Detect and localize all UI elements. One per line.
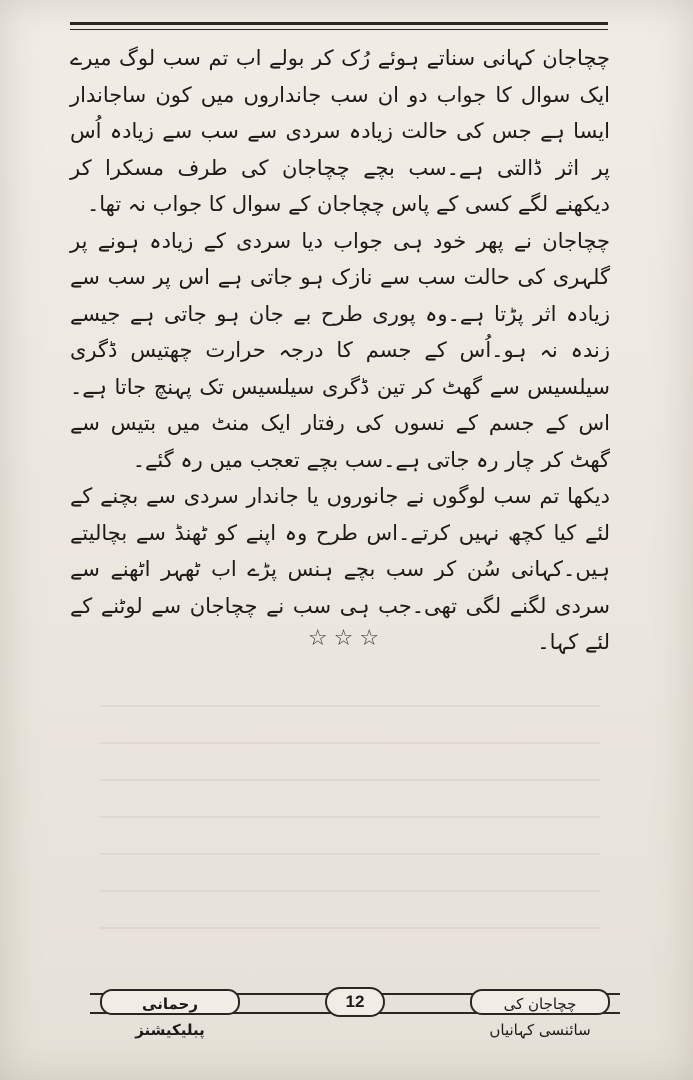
header-rule-thin: [70, 29, 608, 30]
series-title: چچاجان کی سائنسی کہانیاں: [470, 989, 610, 1015]
paragraph-1: چچاجان کہانی سناتے ہوئے رُک کر بولے اب تم سب لوگ میرے ایک سوال کا جواب دو ان سب جانداروں میں کون ساجاندار ایسا ہے جس کی حالت زیادہ سردی سے سب سے زیادہ اُس پر اثر ڈالتی ہے۔سب بچے چچاجان کی طرف مسکرا کر دیکھنے لگے کسی کے پاس چچاجان کے سوال کا جواب نہ تھا۔: [70, 46, 610, 216]
publisher-label: رحمانی پبلیکیشنز: [100, 989, 240, 1015]
page-footer: [90, 985, 620, 1039]
bleed-through-line: [100, 927, 600, 929]
header-rule: [70, 22, 608, 25]
page-number: 12: [325, 987, 385, 1017]
paragraph-3: دیکھا تم سب لوگوں نے جانوروں یا جاندار سردی سے بچنے کے لئے کیا کچھ نہیں کرتے۔اس طرح وہ اپنے کو ٹھنڈ سے بچالیتے ہیں۔کہانی سُن کر سب بچے ہنس پڑے اب ٹھہر اٹھنے سے سردی لگنے لگی تھی۔جب ہی سب نے چچاجان سے لوٹنے کے لئے کہا۔: [70, 484, 610, 654]
bleed-through-line: [100, 779, 600, 781]
bleed-through-line: [100, 742, 600, 744]
paragraph-2: چچاجان نے پھر خود ہی جواب دیا سردی کے زیادہ ہونے پر گلہری کی حالت سب سے نازک ہو جاتی ہے اس پر سب سے زیادہ اثر پڑتا ہے۔وہ پوری طرح بے جان ہو جاتی ہے جیسے زندہ نہ ہو۔اُس کے جسم کا درجہ حرارت چھتیس ڈگری سیلسیس سے گھٹ کر تین ڈگری سیلسیس تک پہنچ جاتا ہے۔اس کے جسم کے نسوں کی رفتار ایک منٹ میں بتیس سے گھٹ کر چار رہ جاتی ہے۔سب بچے تعجب میں رہ گئے۔: [70, 228, 610, 472]
section-divider-stars: ☆☆☆: [307, 626, 386, 651]
story-text: [70, 40, 610, 661]
bleed-through-line: [100, 853, 600, 855]
bleed-through-line: [100, 705, 600, 707]
bleed-through-line: [100, 890, 600, 892]
bleed-through-line: [100, 816, 600, 818]
